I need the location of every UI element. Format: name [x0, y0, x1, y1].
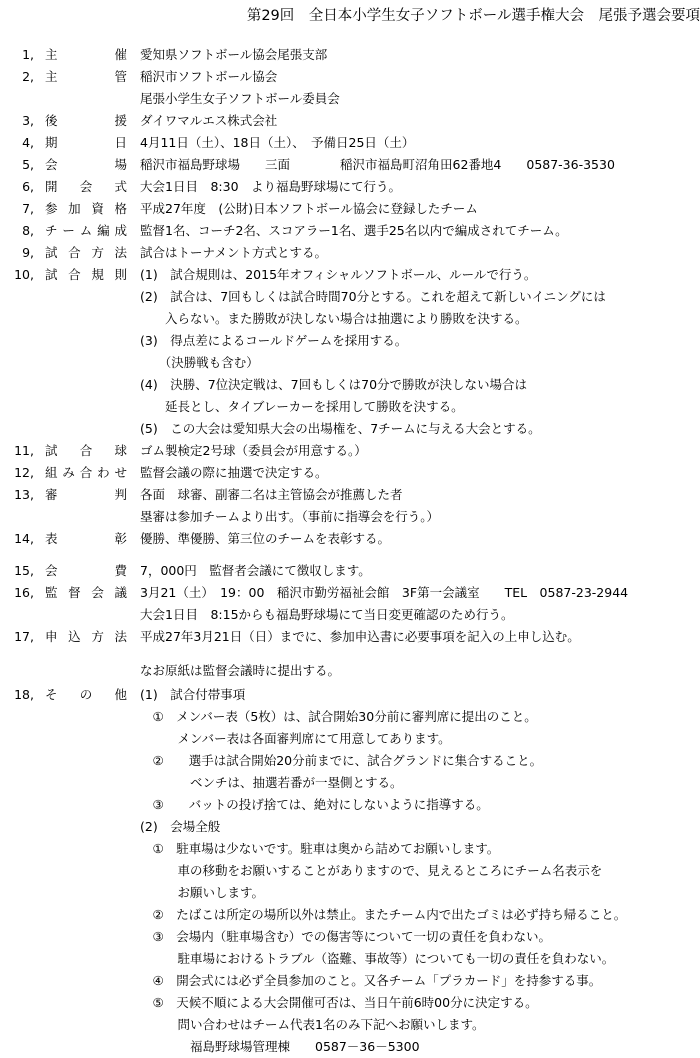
- section-label: 審 判: [45, 487, 127, 502]
- section-text: 塁審は参加チームより出す。（事前に指導会を行う。）: [140, 509, 440, 524]
- section-text: ① 駐車場は少ないです。駐車は奥から詰めてお願いします。: [140, 841, 500, 856]
- section-continuation-line: [0, 860, 700, 882]
- section-row: [0, 154, 700, 176]
- section-continuation-line: [0, 750, 700, 772]
- section-row: [0, 44, 700, 66]
- section-continuation-line: [0, 816, 700, 838]
- section-text: 大会1日目 8:30 より福島野球場にて行う。: [140, 179, 402, 194]
- section-row: [0, 110, 700, 132]
- section-continuation-line: [0, 396, 700, 418]
- section-number: 7,: [22, 201, 34, 216]
- section-continuation-line: [0, 904, 700, 926]
- section-label: 申込方法: [45, 629, 127, 644]
- section-text: 車の移動をお願いすることがありますので、見えるところにチーム名表示を: [140, 863, 603, 878]
- section-text: (1) 試合規則は、2015年オフィシャルソフトボール、ルールで行う。: [140, 267, 537, 282]
- section-text: お願いします。: [140, 885, 265, 900]
- section-text: 監督会議の際に抽選で決定する。: [140, 465, 328, 480]
- section-row: [0, 198, 700, 220]
- section-number: 3,: [22, 113, 34, 128]
- section-continuation-line: [0, 948, 700, 970]
- section-text: (4) 決勝、7位決定戦は、7回もしくは70分で勝敗が決しない場合は: [140, 377, 528, 392]
- section-continuation-line: [0, 926, 700, 948]
- section-text: ③ バットの投げ捨ては、絶対にしないように指導する。: [140, 797, 489, 812]
- section-text: 各面 球審、副審二名は主管協会が推薦した者: [140, 487, 403, 502]
- section-text: 平成27年3月21日（日）までに、参加申込書に必要事項を記入の上申し込む。: [140, 629, 580, 644]
- section-text: 7，000円 監督者会議にて徴収します。: [140, 563, 371, 578]
- section-number: 15,: [14, 563, 34, 578]
- section-row: [0, 528, 700, 550]
- section-number: 8,: [22, 223, 34, 238]
- section-label: 会 費: [45, 563, 127, 578]
- section-continuation-line: [0, 308, 700, 330]
- section-continuation-line: [0, 794, 700, 816]
- section-text: 尾張小学生女子ソフトボール委員会: [140, 91, 340, 106]
- section-number: 10,: [14, 267, 34, 282]
- section-row: [0, 462, 700, 484]
- section-number: 5,: [22, 157, 34, 172]
- section-row: [0, 626, 700, 648]
- section-row: [0, 484, 700, 506]
- section-text: ④ 開会式には必ず全員参加のこと。又各チーム「プラカード」を持参する事。: [140, 973, 602, 988]
- section-text: (5) この大会は愛知県大会の出場権を、7チームに与える大会とする。: [140, 421, 541, 436]
- section-text: 稲沢市福島野球場 三面 稲沢市福島町沼角田62番地4 0587-36-3530: [140, 157, 615, 172]
- section-text: 福島野球場管理棟 0587－36－5300: [140, 1039, 420, 1054]
- section-text: ベンチは、抽選若番が一塁側とする。: [140, 775, 403, 790]
- section-continuation-line: [0, 1014, 700, 1036]
- section-text: 試合はトーナメント方式とする。: [140, 245, 328, 260]
- section-row: [0, 132, 700, 154]
- section-text: (2) 試合は、7回もしくは試合時間70分とする。これを超えて新しいイニングには: [140, 289, 606, 304]
- section-row: [0, 220, 700, 242]
- section-row: [0, 560, 700, 582]
- section-continuation-line: [0, 728, 700, 750]
- section-continuation-line: [0, 88, 700, 110]
- section-text: 駐車場におけるトラブル（盗難、事故等）についても一切の責任を負わない。: [140, 951, 615, 966]
- section-row: [0, 440, 700, 462]
- section-number: 1,: [22, 47, 34, 62]
- section-continuation-line: [0, 286, 700, 308]
- section-continuation-line: [0, 506, 700, 528]
- section-label: その他: [45, 687, 127, 702]
- section-continuation-line: [0, 1036, 700, 1058]
- section-number: 13,: [14, 487, 34, 502]
- section-continuation-line: [0, 970, 700, 992]
- section-number: 11,: [14, 443, 34, 458]
- section-text: 4月11日（土）、18日（土）、 予備日25日（土）: [140, 135, 415, 150]
- section-text: ② たばこは所定の場所以外は禁止。またチーム内で出たゴミは必ず持ち帰ること。: [140, 907, 627, 922]
- section-label: 主 管: [45, 69, 127, 84]
- section-text: ② 選手は試合開始20分前までに、試合グランドに集合すること。: [140, 753, 543, 768]
- section-text: ⑤ 天候不順による大会開催可否は、当日午前6時00分に決定する。: [140, 995, 538, 1010]
- section-row: [0, 66, 700, 88]
- section-row: [0, 264, 700, 286]
- section-text: (3) 得点差によるコールドゲームを採用する。: [140, 333, 408, 348]
- section-number: 6,: [22, 179, 34, 194]
- section-text: ③ 会場内（駐車場含む）での傷害等について一切の責任を負わない。: [140, 929, 551, 944]
- section-text: （決勝戦も含む）: [140, 355, 259, 370]
- section-continuation-line: [0, 772, 700, 794]
- section-continuation-line: [0, 838, 700, 860]
- section-label: 参加資格: [45, 201, 127, 216]
- section-label: 試合規則: [45, 267, 127, 282]
- section-row: [0, 242, 700, 264]
- section-text: 入らない。また勝敗が決しない場合は抽選により勝敗を決する。: [140, 311, 528, 326]
- section-label: 開会式: [45, 179, 127, 194]
- section-text: 3月21（土） 19：00 稲沢市勤労福祉会館 3F第一会議室 TEL 0587-23-2944: [140, 585, 629, 600]
- section-label: 会 場: [45, 157, 127, 172]
- section-label: 期 日: [45, 135, 127, 150]
- section-number: 18,: [14, 687, 34, 702]
- section-text: ① メンバー表（5枚）は、試合開始30分前に審判席に提出のこと。: [140, 709, 537, 724]
- section-text: なお原紙は監督会議時に提出する。: [140, 663, 341, 678]
- section-row: [0, 684, 700, 706]
- section-row: [0, 582, 700, 604]
- section-text: 大会1日目 8:15からも福島野球場にて当日変更確認のため行う。: [140, 607, 514, 622]
- section-number: 12,: [14, 465, 34, 480]
- section-continuation-line: [0, 882, 700, 904]
- section-text: 稲沢市ソフトボール協会: [140, 69, 278, 84]
- section-text: (1) 試合付帯事項: [140, 687, 246, 702]
- section-label: 組み合わせ: [45, 465, 127, 480]
- section-text: (2) 会場全般: [140, 819, 221, 834]
- section-continuation-line: [0, 706, 700, 728]
- section-number: 9,: [22, 245, 34, 260]
- section-text: 問い合わせはチーム代表1名のみ下記へお願いします。: [140, 1017, 485, 1032]
- section-text: 監督1名、コーチ2名、スコアラー1名、選手25名以内で編成されてチーム。: [140, 223, 568, 238]
- section-number: 16,: [14, 585, 34, 600]
- section-text: ゴム製検定2号球（委員会が用意する。）: [140, 443, 367, 458]
- section-label: チーム編成: [45, 223, 127, 238]
- section-number: 2,: [22, 69, 34, 84]
- section-number: 4,: [22, 135, 34, 150]
- section-continuation-line: [0, 330, 700, 352]
- section-continuation-line: [0, 604, 700, 626]
- section-label: 試合球: [45, 443, 127, 458]
- section-text: 平成27年度 (公財)日本ソフトボール協会に登録したチーム: [140, 201, 478, 216]
- section-text: メンバー表は各面審判席にて用意してあります。: [140, 731, 451, 746]
- section-continuation-line: [0, 418, 700, 440]
- section-number: 17,: [14, 629, 34, 644]
- section-continuation-line: [0, 352, 700, 374]
- section-label: 表 彰: [45, 531, 127, 546]
- section-text: ダイワマルエス株式会社: [140, 113, 278, 128]
- section-continuation-line: [0, 992, 700, 1014]
- section-label: 試合方法: [45, 245, 127, 260]
- section-continuation-line: [0, 374, 700, 396]
- section-label: 後 援: [45, 113, 127, 128]
- document-title: 第29回 全日本小学生女子ソフトボール選手権大会 尾張予選会要項: [246, 8, 700, 24]
- section-row: [0, 660, 700, 682]
- section-text: 優勝、準優勝、第三位のチームを表彰する。: [140, 531, 391, 546]
- section-label: 監督会議: [45, 585, 127, 600]
- section-row: [0, 176, 700, 198]
- section-text: 愛知県ソフトボール協会尾張支部: [140, 47, 328, 62]
- section-number: 14,: [14, 531, 34, 546]
- section-text: 延長とし、タイブレーカーを採用して勝敗を決する。: [140, 399, 464, 414]
- section-label: 主 催: [45, 47, 127, 62]
